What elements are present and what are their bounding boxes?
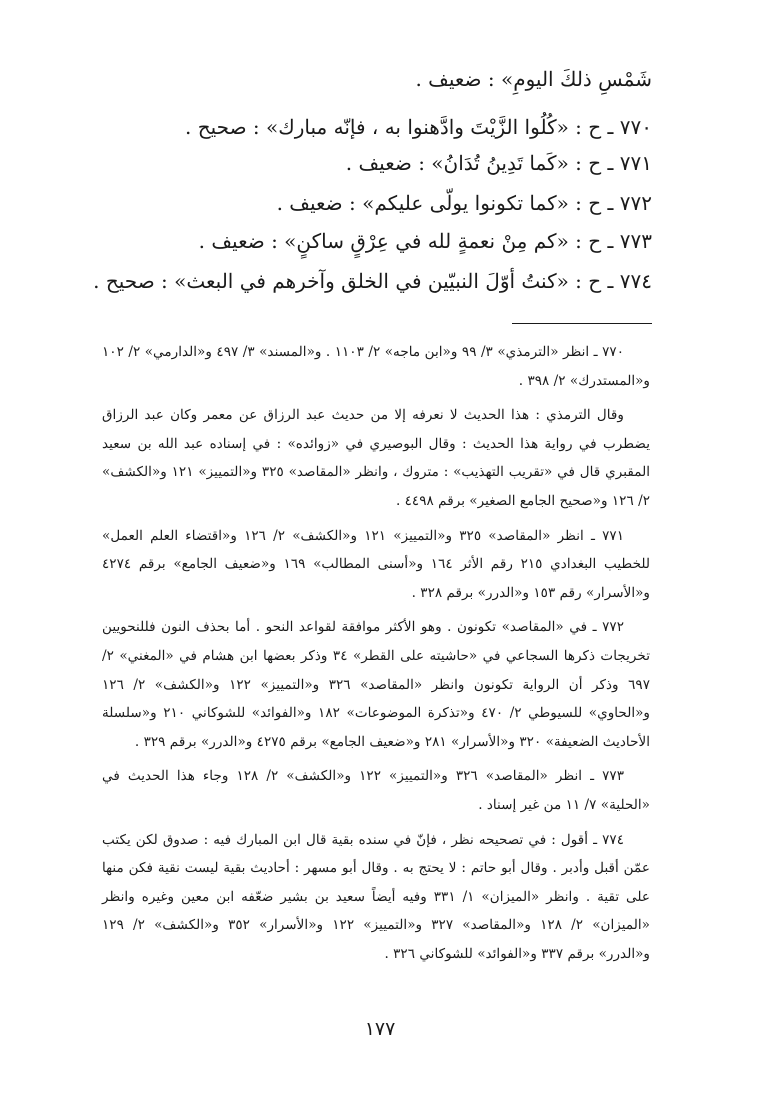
footnotes	[102, 338, 650, 974]
footnote-774: ٧٧٤ ـ أقول : في تصحيحه نظر ، فإنّ في سنده بقية قال ابن المبارك فيه : صدوق لكن يكتب عمّن أقبل وأدبر . وقال أبو حاتم : لا يحتج به . وقال أبو مسهر : أحاديث بقية ليست نقية فكن منها على تقية . وانظر «الميزان» ١/ ٣٣١ وفيه أيضاً سعيد بن بشير ضعّفه ابن معين وغيره وانظر «الميزان» ٢/ ١٢٨ و«المقاصد» ٣٢٧ و«التمييز» ١٢٢ و«الأسرار» ٣٥٢ و«الكشف» ٢/ ١٢٩ و«الدرر» برقم ٣٣٧ و«الفوائد» للشوكاني ٣٢٦ .	[102, 831, 650, 962]
footnote-772: ٧٧٢ ـ في «المقاصد» تكونون . وهو الأكثر موافقة لقواعد النحو . أما بحذف النون فللنحويين تخريجات ذكرها السجاعي في «حاشيته على القطر» ٣٤ وذكر بعضها ابن هشام في «المغني» ٢/ ٦٩٧ وذكر أن الرواية تكونون وانظر «المقاصد» ٣٢٦ و«التمييز» ١٢٢ و«الكشف» ٢/ ١٢٦ و«الحاوي» للسيوطي ٢/ ٤٧٠ و«تذكرة الموضوعات» ١٨٢ و«الفوائد» للشوكاني ٢١٠ و«سلسلة الأحاديث الضعيفة» ٣٢٠ و«الأسرار» ٢٨١ و«ضعيف الجامع» برقم ٤٢٧٥ و«الدرر» برقم ٣٢٩ .	[102, 619, 650, 750]
hadith-771: ٧٧١ ـ ح : «كَما تَدِينُ تُدَانُ» : ضعيف .	[345, 151, 652, 175]
page-number: ١٧٧	[364, 1018, 396, 1040]
footnote-770-comment: وقال الترمذي : هذا الحديث لا نعرفه إلا من حديث عبد الرزاق عن معمر وكان عبد الرزاق يضطرب في رواية هذا الحديث : وقال البوصيري في «زوائده» : في إسناده عبد الله بن سعيد المقبري قال في «تقريب التهذيب» : متروك ، وانظر «المقاصد» ٣٢٥ و«التمييز» ١٢١ و«الكشف» ٢/ ١٢٦ و«صحيح الجامع الصغير» برقم ٤٤٩٨ .	[102, 407, 650, 509]
footnote-separator	[512, 323, 652, 324]
footnote-770: ٧٧٠ ـ انظر «الترمذي» ٣/ ٩٩ و«ابن ماجه» ٢/ ١١٠٣ . و«المسند» ٣/ ٤٩٧ و«الدارمي» ٢/ ١٠٢ و«المستدرك» ٢/ ٣٩٨ .	[102, 344, 650, 389]
footnote-771: ٧٧١ ـ انظر «المقاصد» ٣٢٥ و«التمييز» ١٢١ و«الكشف» ٢/ ١٢٦ و«اقتضاء العلم العمل» للخطيب البغدادي ٢١٥ رقم الأثر ١٦٤ و«أسنى المطالب» ١٦٩ و«ضعيف الجامع» برقم ٤٢٧٤ و«الأسرار» رقم ١٥٣ و«الدرر» برقم ٣٢٨ .	[102, 527, 651, 601]
hadith-772: ٧٧٢ ـ ح : «كما تكونوا يولّى عليكم» : ضعيف .	[276, 191, 652, 215]
hadith-770: ٧٧٠ ـ ح : «كُلُوا الزَّيْتَ وادَّهنوا به ، فإنّه مبارك» : صحيح .	[185, 115, 652, 139]
footnote-773: ٧٧٣ ـ انظر «المقاصد» ٣٢٦ و«التمييز» ١٢٢ و«الكشف» ٢/ ١٢٨ وجاء هذا الحديث في «الحلية» ٧/ ١١ من غير إسناد .	[102, 768, 650, 813]
hadith-773: ٧٧٣ ـ ح : «كم مِنْ نعمةٍ لله في عِرْقٍ ساكنٍ» : ضعيف .	[198, 229, 652, 253]
hadith-774: ٧٧٤ ـ ح : «كنتُ أوّلَ النبيّين في الخلق وآخرهم في البعث» : صحيح .	[93, 269, 652, 293]
main-text-line: شَمْسِ ذلكَ اليومِ» : ضعيف .	[415, 67, 652, 91]
